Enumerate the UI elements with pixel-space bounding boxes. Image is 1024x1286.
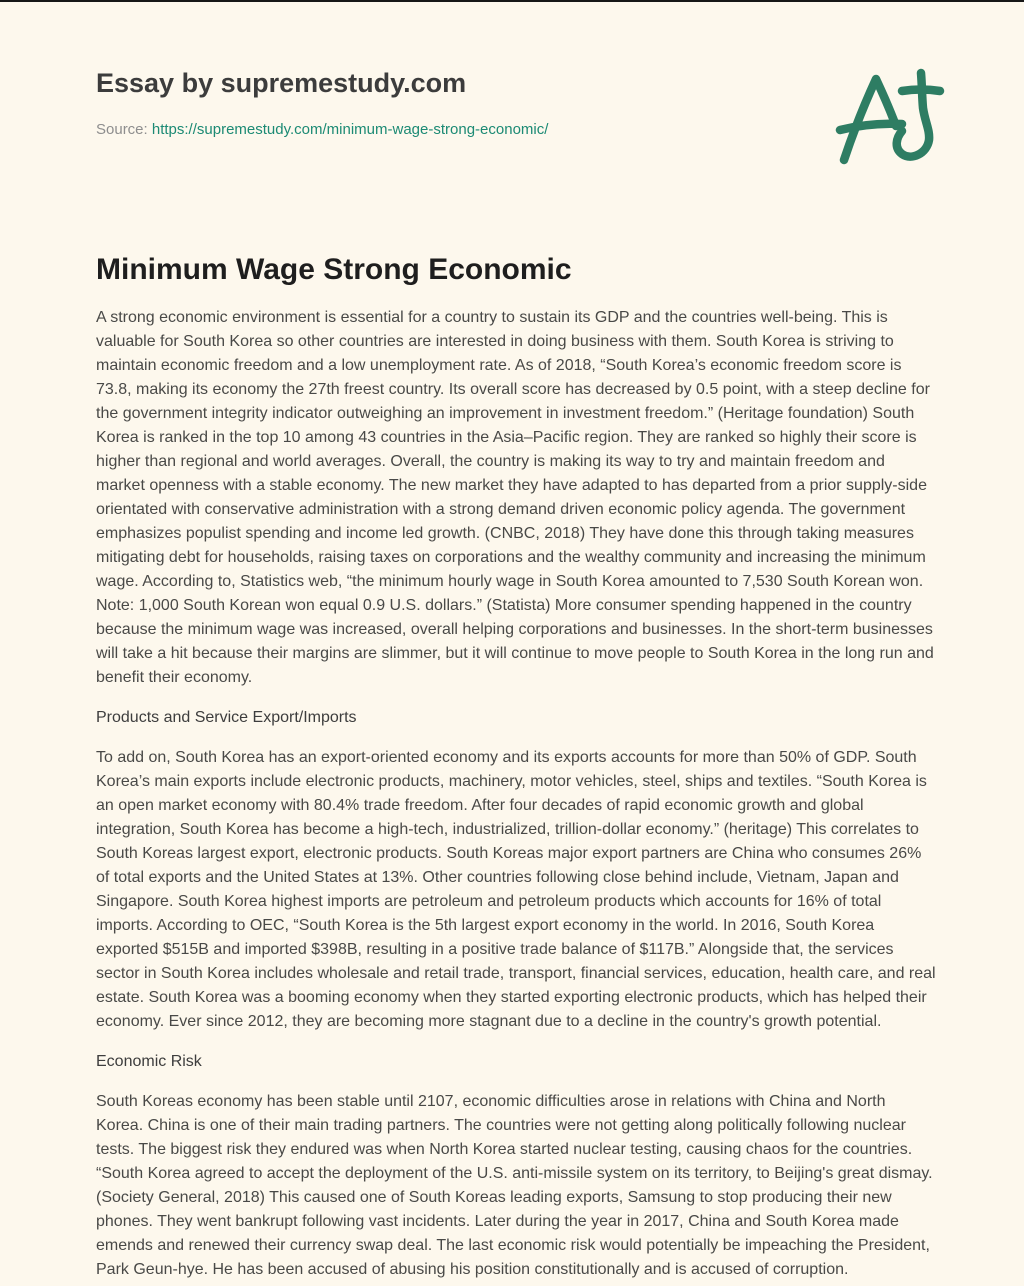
logo-plus-vertical-curl [897,73,929,157]
essay-page [0,2,1024,1282]
logo-letter-a-legs [844,79,896,160]
section-heading-economic-risk: Economic Risk [96,1053,202,1070]
source-line [96,120,936,140]
essay-body [96,250,936,1282]
essay-paragraph-exports-imports: To add on, South Korea has an export-oriented economy and its exports accounts for more than 50% of GDP. South Korea’s main exports include electronic products, machinery, motor vehicles, steel, ships and textiles. “South Korea is an open market economy with 80.4% trade freedom. After four decades of rapid economic growth and global integration, South Korea has become a high-tech, industrialized, trillion-dollar economy.” (heritage) This correlates to South Koreas largest export, electronic products. South Koreas major export partners are China who consumes 26% of total exports and the United States at 13%. Other countries following close behind include, Vietnam, Japan and Singapore. South Korea highest imports are petroleum and petroleum products which accounts for 16% of total imports. According to OEC, “South Korea is the 5th largest export economy in the world. In 2016, South Korea exported $515B and imported $398B, resulting in a positive trade balance of $117B.” Alongside that, the services sector in South Korea includes wholesale and retail trade, transport, financial services, education, health care, and real estate. South Korea was a booming economy when they started exporting electronic products, which has helped their economy. Ever since 2012, they are becoming more stagnant due to a decline in the country's growth potential. [96,749,936,1030]
a-plus-logo-icon [822,62,952,172]
page-header [96,66,936,140]
section-heading-exports-imports: Products and Service Export/Imports [96,709,357,726]
essay-title: Minimum Wage Strong Economic [96,253,572,286]
source-label: Source: [96,121,148,138]
essay-paragraph-intro: A strong economic environment is essential for a country to sustain its GDP and the countries well-being. This is valuable for South Korea so other countries are interested in doing business with them. South Korea is striving to maintain economic freedom and a low unemployment rate. As of 2018, “South Korea’s economic freedom score is 73.8, making its economy the 27th freest country. Its overall score has decreased by 0.5 point, with a steep decline for the government integrity indicator outweighing an improvement in investment freedom.” (Heritage foundation) South Korea is ranked in the top 10 among 43 countries in the Asia–Pacific region. They are ranked so highly their score is higher than regional and world averages. Overall, the country is making its way to try and maintain freedom and market openness with a stable economy. The new market they have adapted to has departed from a prior supply-side orientated with conservative administration with a strong demand driven economic policy agenda. The government emphasizes populist spending and income led growth. (CNBC, 2018) They have done this through taking measures mitigating debt for households, raising taxes on corporations and the wealthy community and increasing the minimum wage. According to, Statistics web, “the minimum hourly wage in South Korea amounted to 7,530 South Korean won. Note: 1,000 South Korean won equal 0.9 U.S. dollars.” (Statista) More consumer spending happened in the country because the minimum wage was increased, overall helping corporations and businesses. In the short-term businesses will take a hit because their margins are slimmer, but it will continue to move people to South Korea in the long run and benefit their economy. [96,309,934,686]
logo-letter-a-crossbar [840,124,902,130]
source-link[interactable]: https://supremestudy.com/minimum-wage-strong-economic/ [151,121,549,138]
byline: Essay by supremestudy.com [96,68,467,98]
essay-paragraph-economic-risk: South Koreas economy has been stable until 2107, economic difficulties arose in relations with China and North Korea. China is one of their main trading partners. The countries were not getting along politically following nuclear tests. The biggest risk they endured was when North Korea started nuclear testing, causing chaos for the countries. “South Korea agreed to accept the deployment of the U.S. anti-missile system on its territory, to Beijing's great dismay. (Society General, 2018) This caused one of South Koreas leading exports, Samsung to stop producing their new phones. They went bankrupt following vast incidents. Later during the year in 2017, China and South Korea made emends and renewed their currency swap deal. The last economic risk would potentially be impeaching the President, Park Geun-hye. He has been accused of abusing his position constitutionally and is accused of corruption. [96,1093,933,1278]
